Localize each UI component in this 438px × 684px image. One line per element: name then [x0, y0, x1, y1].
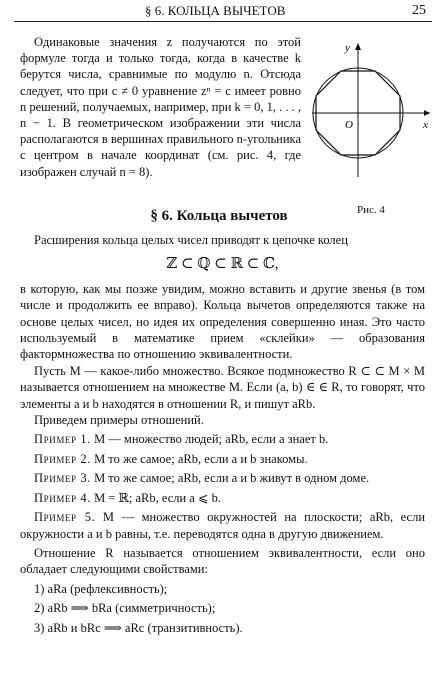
origin-label: O [345, 119, 353, 131]
paragraph-examples-intro: Приведем примеры отношений. [34, 413, 204, 428]
example-text: M = ℝ; aRb, если a ⩽ b. [90, 490, 221, 505]
intro-paragraph-block [20, 34, 301, 180]
header-title: § 6. КОЛЬЦА ВЫЧЕТОВ [145, 3, 286, 18]
property-symmetric: 2) aRb ⟹ bRa (симметричность); [34, 601, 216, 616]
example-5 [20, 509, 425, 542]
property-transitive: 3) aRb и bRc ⟹ aRc (транзитивность). [34, 620, 243, 635]
example-2 [20, 451, 425, 467]
example-label: Пример 3. [34, 471, 91, 486]
paragraph-chain: Расширения кольца целых чисел приводят к цепочке колец [34, 233, 348, 247]
example-label: Пример 4. [34, 490, 91, 505]
octagon-figure [308, 35, 434, 215]
y-axis-label: y [345, 42, 350, 54]
section-title: § 6. Кольца вычетов [150, 208, 288, 224]
formula-chain: ℤ ⊂ ℚ ⊂ ℝ ⊂ ℂ, [166, 256, 279, 273]
example-text: M то же самое; aRb, если a и b живут в одном доме. [90, 471, 370, 486]
x-axis-label: x [423, 119, 428, 131]
paragraph-residues: в которую, как мы позже увидим, можно вставить и другие звенья (в том числе и продолжить ее вправо). Кольца вычетов определяются также на основе целых чисел, но идея их определения совершенно иная. Это часто используемый в математике прием «склейки» — образования фактормножества по отношению эквивалентности. [20, 281, 425, 362]
paragraph-relation-def: Пусть M — какое-либо множество. Всякое подмножество R ⊂ ⊂ M × M называется отношением на множестве M. Если (a, b) ∈ ∈ R, то говорят, что элементы a и b находятся в отношении R, и пишут aRb. [20, 363, 425, 411]
property-reflexive: 1) aRa (рефлексивность); [34, 581, 168, 596]
figure-caption: Рис. 4 [357, 204, 385, 216]
intro-paragraph: Одинаковые значения z получаются по этой формуле тогда и только тогда, когда в качестве k берутся числа, сравнимые по модулю n. Отсюда следует, что при c ≠ 0 уравнение zⁿ = c имеет ровно n решений, получаемых, например, при k = 0, 1, . . . , n − 1. В геометрическом изображении эти числа располагаются в вершинах правильного n-угольника с центром в начале координат (см. рис. 4, где изображен случай n = 8). [20, 35, 301, 179]
example-1 [20, 431, 425, 447]
running-header [14, 3, 432, 21]
example-text: M — множество окружностей на плоскости; aRb, если окружности a и b равны, т.е. переводятся одна в другую движением. [20, 510, 426, 541]
y-axis-arrow [355, 43, 361, 50]
body-text [20, 232, 425, 636]
example-label: Пример 1. [34, 432, 91, 447]
example-4 [20, 490, 425, 506]
example-text: M — множество людей; aRb, если a знает b. [90, 432, 329, 447]
page-number: 25 [412, 3, 426, 18]
x-axis-arrow [424, 110, 430, 116]
header-rule [14, 21, 432, 22]
example-label: Пример 2. [34, 451, 91, 466]
paragraph-equivalence-def: Отношение R называется отношением эквивалентности, если оно обладает следующими свойствами: [20, 545, 425, 577]
example-3 [20, 470, 425, 486]
example-text: M то же самое; aRb, если a и b знакомы. [90, 451, 308, 466]
example-label: Пример 5. [34, 510, 96, 525]
